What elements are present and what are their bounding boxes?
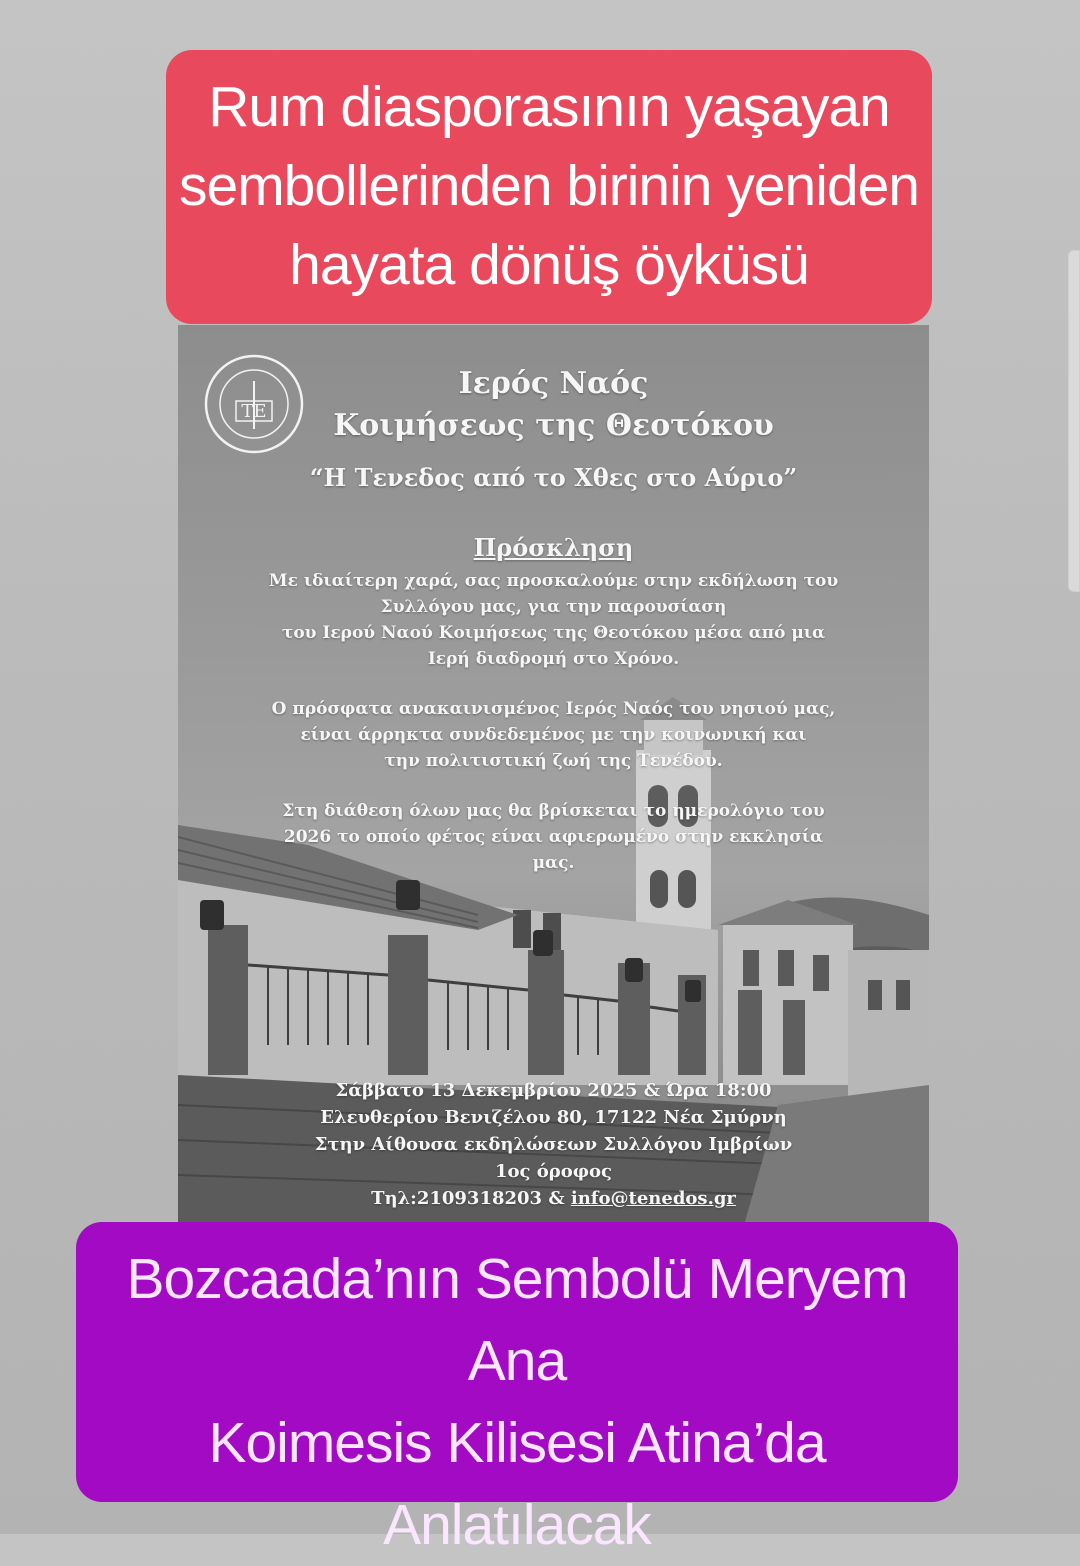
event-contact: Τηλ:2109318203 & info@tenedos.gr [371, 1188, 736, 1209]
invitation-paragraph-3: Στη διάθεση όλων μας θα βρίσκεται το ημερολόγιο του 2026 το οποίο φέτος είναι αφιερωμένο στην εκκλησία μας. [282, 801, 825, 873]
scroll-indicator[interactable] [1068, 250, 1080, 592]
church-title: Ιερός Ναός Κοιμήσεως της Θεοτόκου [333, 366, 774, 443]
event-floor: 1ος όροφος [495, 1161, 612, 1182]
event-address: Ελευθερίου Βενιζέλου 80, 17122 Νέα Σμύρνη [320, 1107, 787, 1128]
poster-motto: “Η Τενεδος από το Χθες στο Αύριο” [309, 463, 798, 492]
subheadline-banner: Bozcaada’nın Sembolü Meryem Ana Koimesis Kilisesi Atina’da Anlatılacak [76, 1222, 958, 1502]
contact-email-link[interactable]: info@tenedos.gr [570, 1188, 736, 1209]
invitation-heading: Πρόσκληση [473, 533, 634, 562]
invitation-paragraph-1: Με ιδιαίτερη χαρά, σας προσκαλούμε στην εκδήλωση του Συλλόγου μας, για την παρουσίαση του Ιερού Ναού Κοιμήσεως της Θεοτόκου μέσα από μια Ιερή διαδρομή στο Χρόνο. [268, 571, 839, 669]
event-datetime: Σάββατο 13 Δεκεμβρίου 2025 & Ώρα 18:00 [335, 1080, 772, 1101]
invitation-paragraph-2: Ο πρόσφατα ανακαινισμένος Ιερός Ναός του νησιού μας, είναι άρρηκτα συνδεδεμένος με την κοινωνική και την πολιτιστική ζωή της Τενέδου. [271, 699, 836, 771]
event-details [178, 1077, 929, 1212]
headline-banner: Rum diasporasının yaşayan sembollerinden birinin yeniden hayata dönüş öyküsü [166, 50, 932, 324]
event-venue: Στην Αίθουσα εκδηλώσεων Συλλόγου Ιμβρίων [314, 1134, 793, 1155]
svg-text:ΤΕ: ΤΕ [241, 401, 267, 422]
